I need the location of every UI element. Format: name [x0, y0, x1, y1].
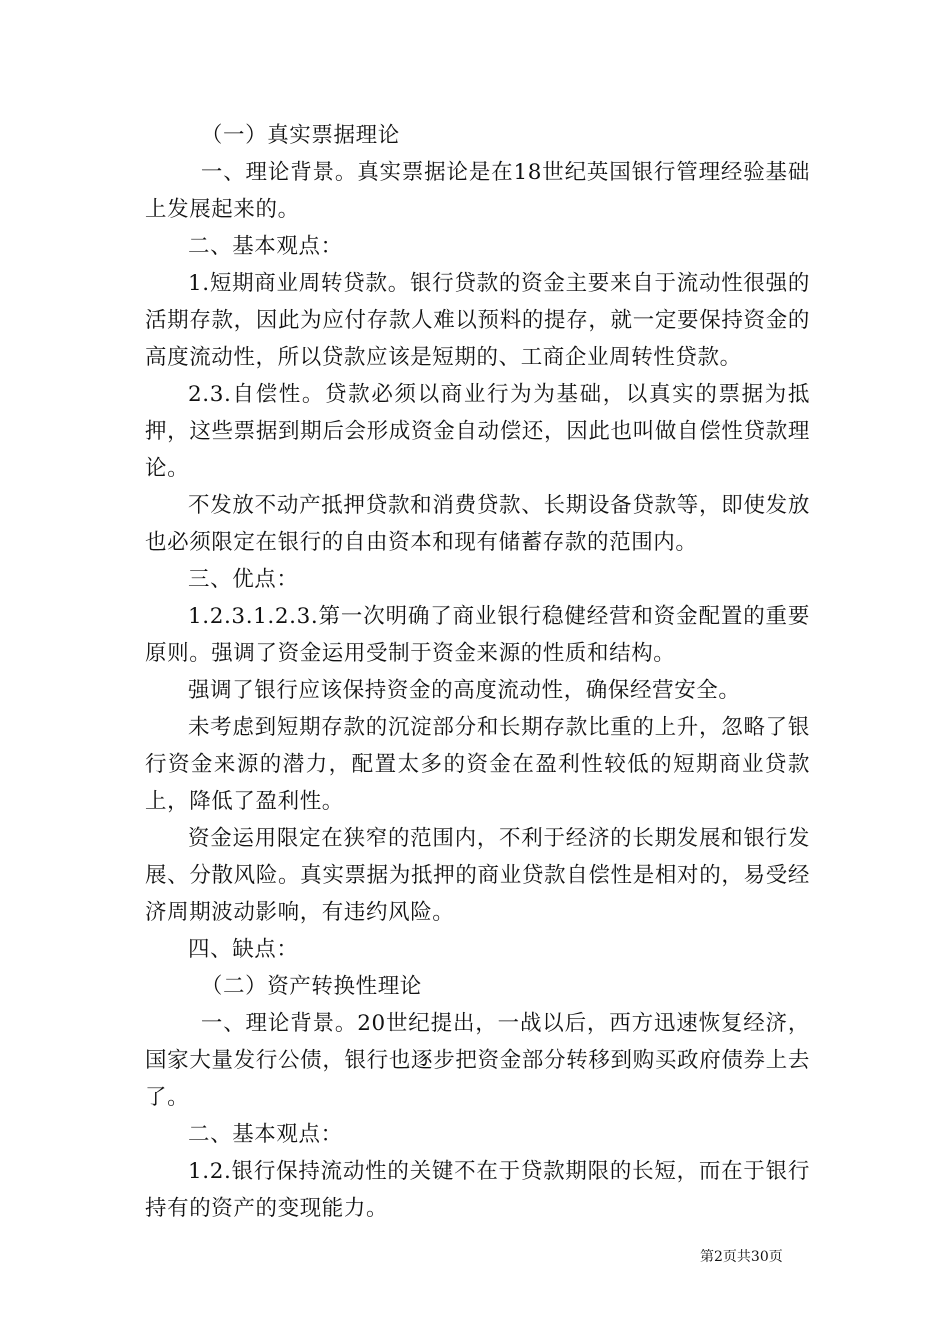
paragraph: 一、理论背景。20世纪提出，一战以后，西方迅速恢复经济，国家大量发行公债，银行也逐步把资金部分转移到购买政府债券上去了。: [145, 1011, 810, 1110]
paragraph: 2.3.自偿性。贷款必须以商业行为为基础，以真实的票据为抵押，这些票据到期后会形成资金自动偿还，因此也叫做自偿性贷款理论。: [145, 382, 810, 481]
paragraph: 未考虑到短期存款的沉淀部分和长期存款比重的上升，忽略了银行资金来源的潜力，配置太多的资金在盈利性较低的短期商业贷款上，降低了盈利性。: [145, 715, 810, 814]
paragraph: 二、基本观点：: [188, 1122, 343, 1147]
document-body: [145, 117, 810, 1227]
page-number-footer: 第2页共30页: [700, 1249, 783, 1265]
paragraph: 四、缺点：: [188, 937, 299, 962]
section-heading: （一）真实票据理论: [200, 123, 400, 148]
paragraph: 强调了银行应该保持资金的高度流动性，确保经营安全。: [188, 678, 741, 703]
section-heading: （二）资产转换性理论: [200, 974, 422, 999]
paragraph: 资金运用限定在狭窄的范围内，不利于经济的长期发展和银行发展、分散风险。真实票据为抵押的商业贷款自偿性是相对的，易受经济周期波动影响，有违约风险。: [145, 826, 810, 925]
paragraph: 1.2.银行保持流动性的关键不在于贷款期限的长短，而在于银行持有的资产的变现能力。: [145, 1159, 810, 1221]
paragraph: 1.短期商业周转贷款。银行贷款的资金主要来自于流动性很强的活期存款，因此为应付存款人难以预料的提存，就一定要保持资金的高度流动性，所以贷款应该是短期的、工商企业周转性贷款。: [145, 271, 810, 370]
paragraph: 三、优点：: [188, 567, 299, 592]
paragraph: 一、理论背景。真实票据论是在18世纪英国银行管理经验基础上发展起来的。: [145, 160, 810, 222]
paragraph: 二、基本观点：: [188, 234, 343, 259]
paragraph: 不发放不动产抵押贷款和消费贷款、长期设备贷款等，即使发放也必须限定在银行的自由资本和现有储蓄存款的范围内。: [145, 493, 810, 555]
paragraph: 1.2.3.1.2.3.第一次明确了商业银行稳健经营和资金配置的重要原则。强调了资金运用受制于资金来源的性质和结构。: [145, 604, 810, 666]
